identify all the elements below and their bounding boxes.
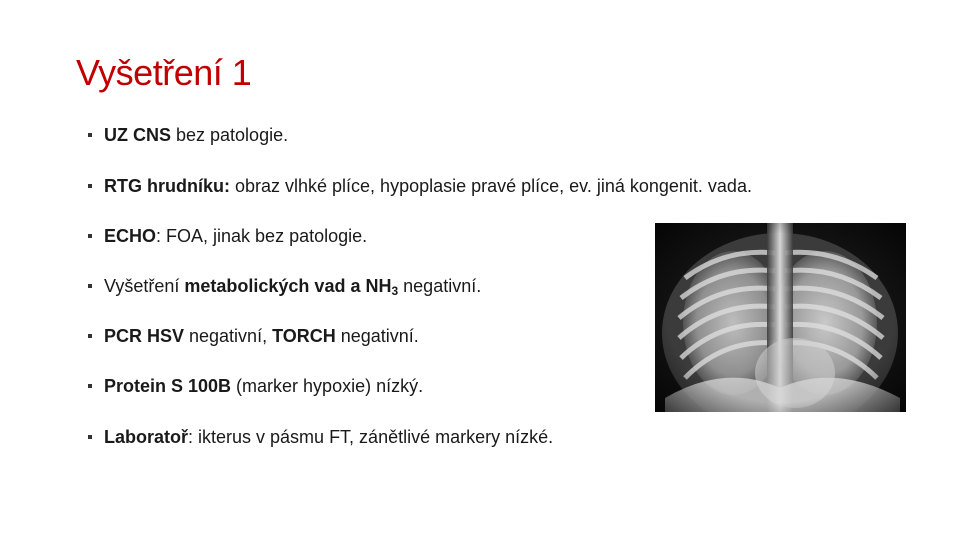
item-text: negativní. bbox=[335, 326, 419, 346]
item-label: Protein S 100B bbox=[104, 376, 232, 396]
bullet-icon bbox=[88, 435, 92, 439]
item-text: : ikterus v pásmu FT, zánětlivé markery nízké. bbox=[188, 427, 554, 447]
xray-drawing bbox=[655, 223, 906, 412]
bullet-icon bbox=[88, 234, 92, 238]
item-label-2: TORCH bbox=[272, 326, 336, 346]
item-mid: negativní, bbox=[184, 326, 273, 346]
bullet-icon bbox=[88, 284, 92, 288]
item-text: : FOA, jinak bez patologie. bbox=[156, 226, 368, 246]
item-label: Laboratoř bbox=[104, 427, 189, 447]
bullet-icon bbox=[88, 133, 92, 137]
item-label: UZ CNS bbox=[104, 125, 171, 145]
item-prefix: Vyšetření bbox=[104, 276, 185, 296]
list-item bbox=[76, 422, 956, 452]
bullet-icon bbox=[88, 334, 92, 338]
item-label: RTG hrudníku: bbox=[104, 176, 230, 196]
bullet-icon bbox=[88, 384, 92, 388]
list-item bbox=[76, 171, 956, 201]
item-label: metabolických vad a NH bbox=[184, 276, 392, 296]
item-text: (marker hypoxie) nízký. bbox=[231, 376, 424, 396]
item-label: PCR HSV bbox=[104, 326, 185, 346]
chest-xray-image bbox=[655, 223, 906, 412]
bullet-icon bbox=[88, 184, 92, 188]
item-text: obraz vlhké plíce, hypoplasie pravé plíce, ev. jiná kongenit. vada. bbox=[229, 176, 752, 196]
item-text: bez patologie. bbox=[171, 125, 289, 145]
slide-title: Vyšetření 1 bbox=[76, 52, 252, 93]
item-label: ECHO bbox=[104, 226, 157, 246]
item-text: negativní. bbox=[398, 276, 482, 296]
item-subscript: 3 bbox=[391, 284, 399, 298]
list-item bbox=[76, 120, 956, 150]
